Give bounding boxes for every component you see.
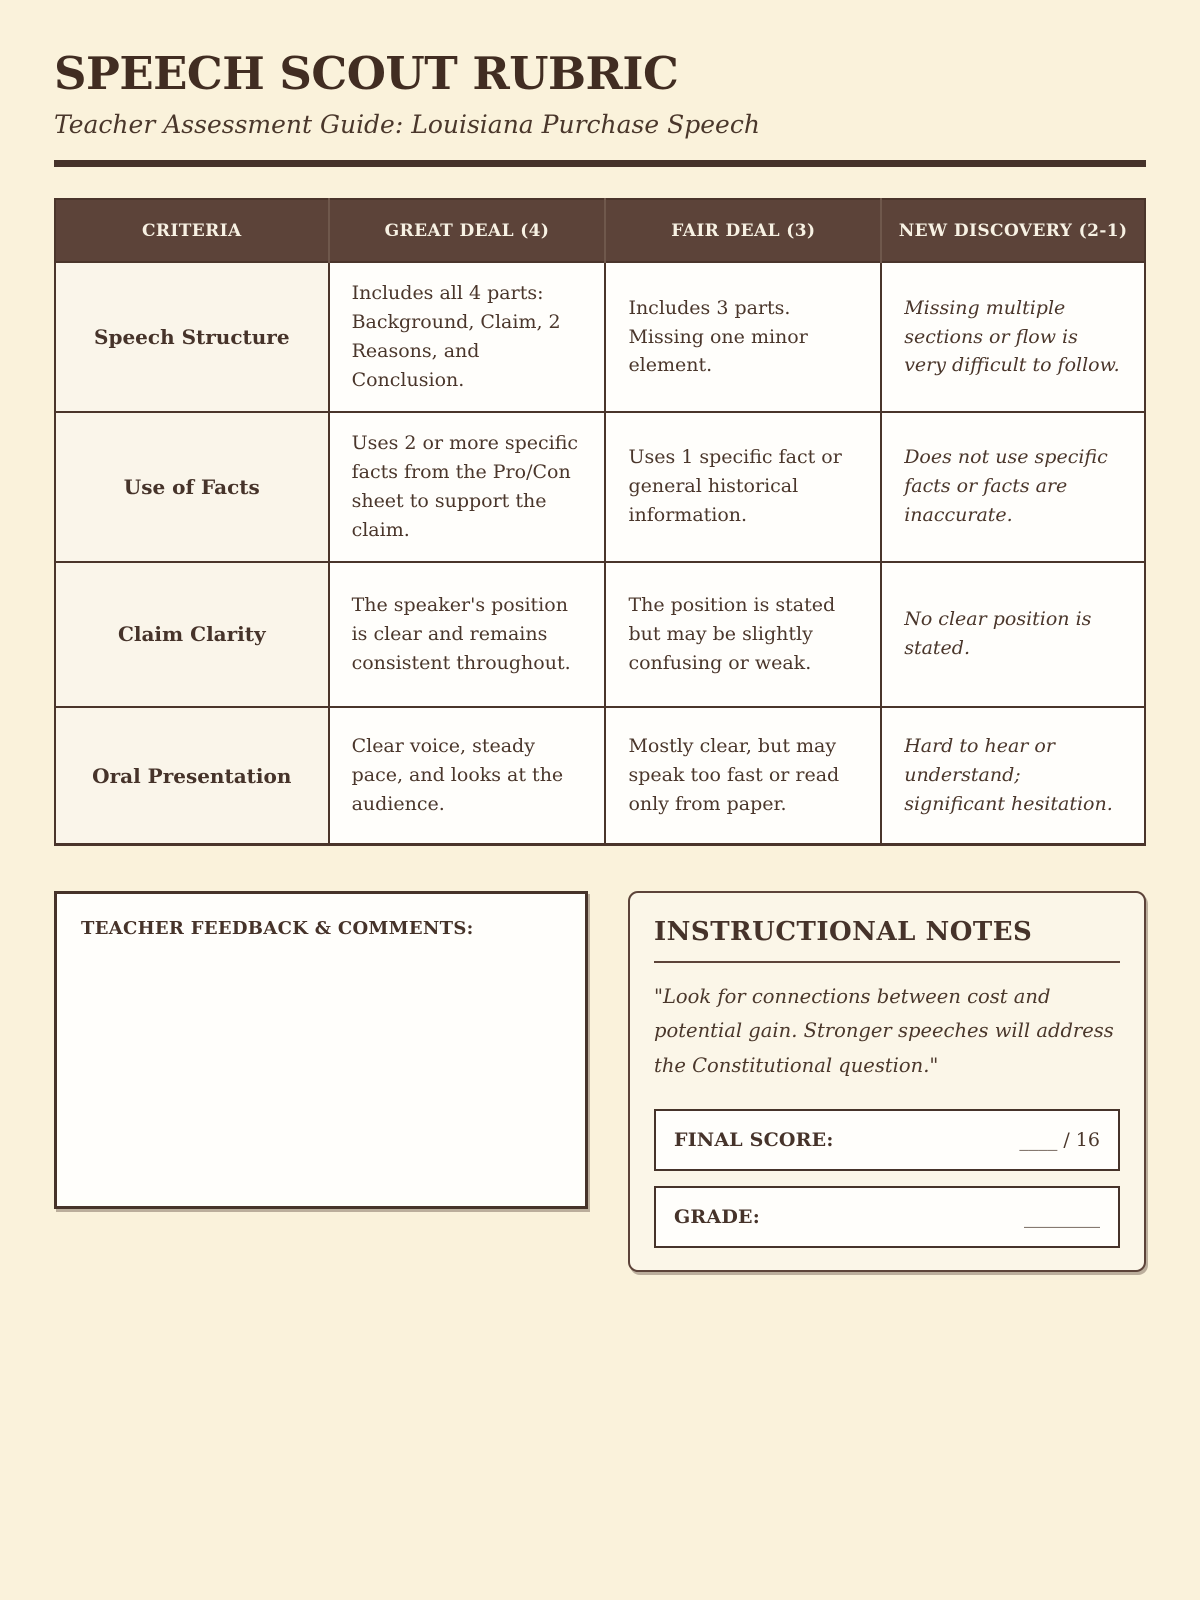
criteria-cell: Use of Facts (55, 412, 329, 562)
fair-deal-cell: The position is stated but may be slightly confusing or weak. (605, 562, 881, 707)
header-divider (54, 160, 1146, 167)
header-row (55, 199, 1145, 262)
grade-box (654, 1186, 1120, 1248)
fair-deal-cell: Includes 3 parts. Missing one minor element. (605, 262, 881, 412)
new-discovery-cell: Missing multiple sections or flow is very difficult to follow. (881, 262, 1145, 412)
fair-deal-cell: Uses 1 specific fact or general historical information. (605, 412, 881, 562)
table-row-use-of-facts (55, 412, 1145, 562)
table-row-oral-presentation (55, 707, 1145, 845)
new-discovery-cell: Hard to hear or understand; significant hesitation. (881, 707, 1145, 845)
final-score-label: FINAL SCORE: (674, 1128, 834, 1151)
great-deal-cell: Uses 2 or more specific facts from the Pro/Con sheet to support the claim. (329, 412, 606, 562)
column-header-great-deal: GREAT DEAL (4) (329, 199, 606, 262)
final-score-box (654, 1109, 1120, 1171)
teacher-feedback-box (54, 891, 588, 1209)
fair-deal-cell: Mostly clear, but may speak too fast or read only from paper. (605, 707, 881, 845)
new-discovery-cell: Does not use specific facts or facts are inaccurate. (881, 412, 1145, 562)
rubric-table (54, 198, 1146, 846)
instructional-notes-title: INSTRUCTIONAL NOTES (654, 917, 1120, 963)
grade-blank[interactable]: ________ (1024, 1205, 1100, 1228)
column-header-new-discovery: NEW DISCOVERY (2-1) (881, 199, 1145, 262)
page-header (54, 47, 1146, 167)
grade-label: GRADE: (674, 1205, 760, 1228)
great-deal-cell: The speaker's position is clear and remains consistent throughout. (329, 562, 606, 707)
criteria-cell: Speech Structure (55, 262, 329, 412)
table-row-claim-clarity (55, 562, 1145, 707)
criteria-cell: Claim Clarity (55, 562, 329, 707)
rubric-table-body (55, 262, 1145, 845)
teacher-feedback-label: TEACHER FEEDBACK & COMMENTS: (81, 918, 474, 940)
final-score-blank[interactable]: ____ / 16 (1019, 1128, 1100, 1151)
feedback-writing-area[interactable] (81, 939, 561, 1182)
page-subtitle: Teacher Assessment Guide: Louisiana Purchase Speech (54, 110, 760, 140)
page-title: SPEECH SCOUT RUBRIC (54, 47, 679, 100)
great-deal-cell: Includes all 4 parts: Background, Claim, 2 Reasons, and Conclusion. (329, 262, 606, 412)
instructional-notes-panel (628, 891, 1146, 1271)
great-deal-cell: Clear voice, steady pace, and looks at the audience. (329, 707, 606, 845)
column-header-fair-deal: FAIR DEAL (3) (605, 199, 881, 262)
new-discovery-cell: No clear position is stated. (881, 562, 1145, 707)
instructional-notes-quote: "Look for connections between cost and potential gain. Stronger speeches will address the Constitutional question." (654, 985, 1114, 1077)
criteria-cell: Oral Presentation (55, 707, 329, 845)
rubric-page (54, 0, 1146, 1272)
column-header-criteria: CRITERIA (55, 199, 329, 262)
table-row-speech-structure (55, 262, 1145, 412)
bottom-section (54, 891, 1146, 1271)
rubric-table-head (55, 199, 1145, 262)
